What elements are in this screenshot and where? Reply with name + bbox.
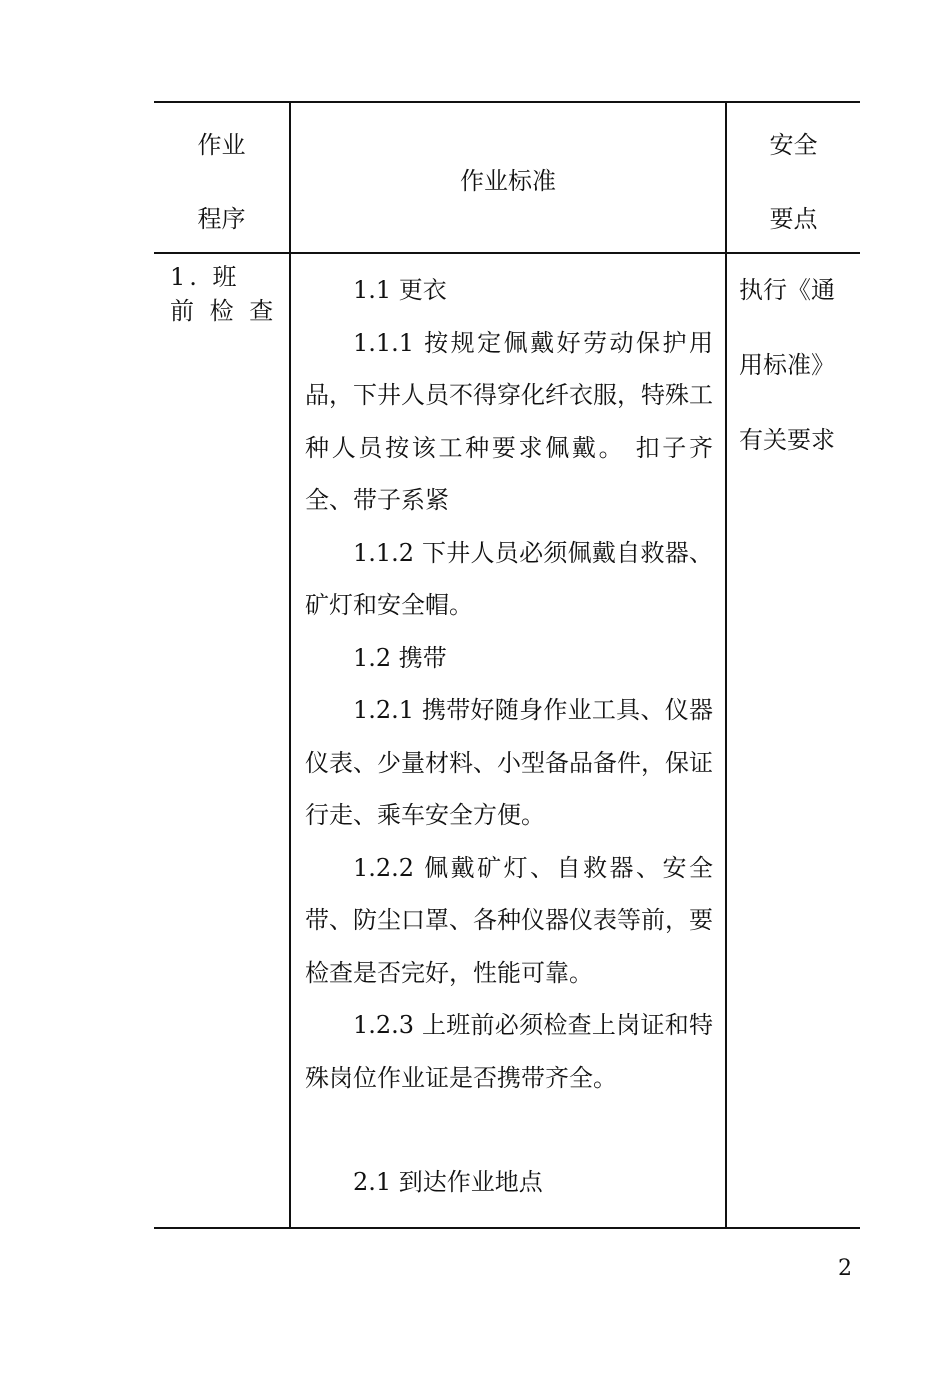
procedure-text: 1. 班 前 检 查 xyxy=(170,263,278,325)
standard-item: 1.1.1 按规定佩戴好劳动保护用品，下井人员不得穿化纤衣服，特殊工种人员按该工种要求佩戴。 扣子齐全、带子系紧 xyxy=(305,328,713,514)
table-header-row xyxy=(154,102,860,253)
safety-line: 有关要求 xyxy=(739,426,835,454)
standard-item: 2.1 到达作业地点 xyxy=(353,1168,543,1196)
header-safety-line2: 要点 xyxy=(769,205,818,233)
standard-item: 1.2.1 携带好随身作业工具、仪器仪表、少量材料、小型备品备件，保证行走、乘车安全方便。 xyxy=(305,696,713,829)
work-standard-table xyxy=(154,101,860,1229)
header-standard xyxy=(290,102,726,253)
standard-item: 1.2 携带 xyxy=(353,643,447,672)
header-standard-label: 作业标准 xyxy=(460,167,556,195)
standard-cell xyxy=(290,253,726,1228)
safety-line: 执行《通 xyxy=(739,276,835,304)
header-procedure xyxy=(154,102,290,253)
standard-item: 1.1 更衣 xyxy=(353,276,447,304)
procedure-cell xyxy=(154,253,290,1228)
header-safety xyxy=(726,102,860,253)
header-procedure-line2: 程序 xyxy=(197,205,246,233)
standard-item: 1.1.2 下井人员必须佩戴自救器、矿灯和安全帽。 xyxy=(305,538,713,619)
safety-line: 用标准》 xyxy=(739,351,835,379)
safety-text xyxy=(727,253,860,478)
standard-text xyxy=(291,254,725,1209)
header-safety-line1: 安全 xyxy=(769,131,818,159)
header-procedure-line1: 作业 xyxy=(197,131,246,159)
safety-cell xyxy=(726,253,860,1228)
table-row xyxy=(154,253,860,1228)
blank-line xyxy=(305,1104,713,1156)
standard-item: 1.2.3 上班前必须检查上岗证和特殊岗位作业证是否携带齐全。 xyxy=(305,1011,713,1092)
page-number: 2 xyxy=(838,1256,852,1281)
standard-item: 1.2.2 佩戴矿灯、自救器、安全带、防尘口罩、各种仪器仪表等前，要检查是否完好，性能可靠。 xyxy=(305,853,713,987)
